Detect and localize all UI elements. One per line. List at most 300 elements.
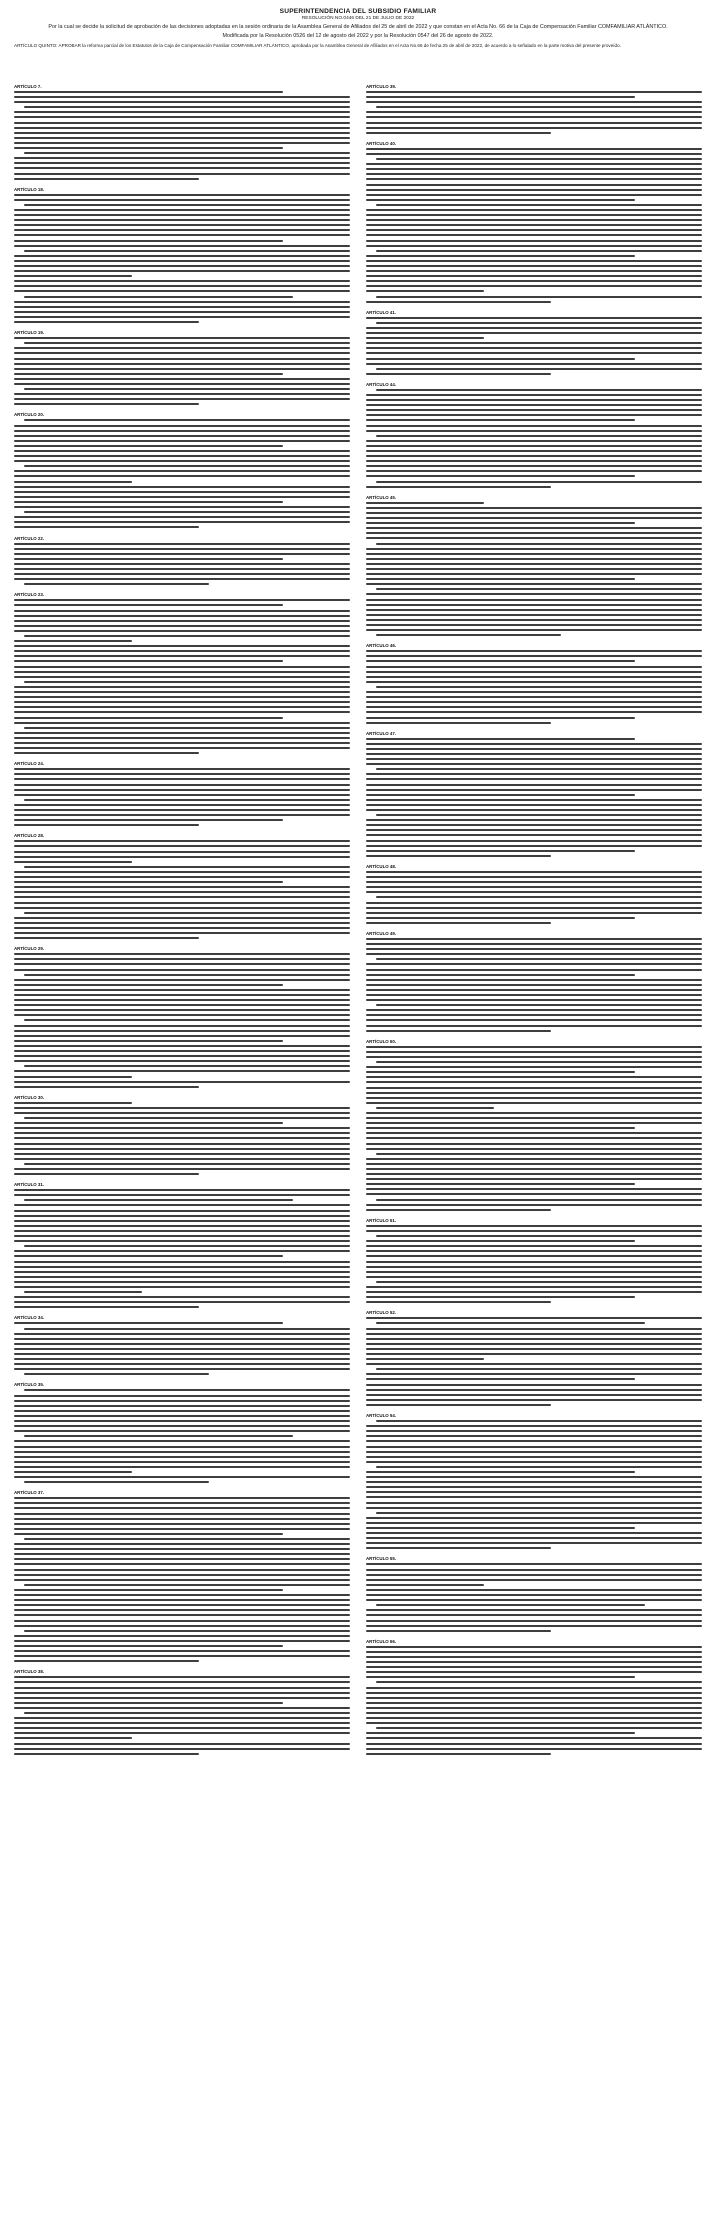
text-line xyxy=(14,173,350,175)
text-line xyxy=(14,440,350,442)
article-heading: ARTÍCULO 35. xyxy=(14,1382,45,1388)
text-line xyxy=(14,194,350,196)
text-line xyxy=(366,1127,635,1129)
text-line xyxy=(366,886,702,888)
text-line xyxy=(366,127,702,129)
text-line xyxy=(376,481,702,483)
text-line xyxy=(366,583,702,585)
text-line xyxy=(24,106,350,108)
text-line xyxy=(366,943,702,945)
text-line xyxy=(14,578,350,580)
spacer xyxy=(366,491,702,493)
text-line xyxy=(14,953,350,955)
text-line xyxy=(14,1640,350,1642)
text-line xyxy=(366,1732,635,1734)
text-line xyxy=(14,1271,350,1273)
text-line xyxy=(14,1415,350,1417)
text-line xyxy=(366,819,702,821)
article-heading: ARTÍCULO 49. xyxy=(366,930,397,936)
text-line xyxy=(366,717,635,719)
article-heading: ARTÍCULO 23. xyxy=(14,592,45,598)
spacer xyxy=(14,1311,350,1313)
text-line xyxy=(24,1389,350,1391)
text-line xyxy=(366,285,702,287)
text-line xyxy=(14,1368,350,1370)
text-line xyxy=(14,1107,350,1109)
text-line xyxy=(366,189,702,191)
text-line xyxy=(14,671,350,673)
text-line xyxy=(366,1168,702,1170)
text-line xyxy=(376,1107,494,1109)
spacer xyxy=(14,326,350,328)
text-line xyxy=(366,1240,635,1242)
text-line xyxy=(14,229,350,231)
text-line xyxy=(14,430,350,432)
text-line xyxy=(366,522,635,524)
text-line xyxy=(14,347,350,349)
text-line xyxy=(366,1671,702,1673)
text-line xyxy=(366,876,702,878)
text-line xyxy=(366,1245,702,1247)
text-line xyxy=(14,1220,350,1222)
text-line xyxy=(24,1630,350,1632)
text-line xyxy=(14,1210,350,1212)
text-line xyxy=(366,1112,702,1114)
text-line xyxy=(366,1517,702,1519)
text-line xyxy=(14,1609,350,1611)
text-line xyxy=(366,1547,551,1549)
left-column xyxy=(14,82,350,2212)
text-line xyxy=(14,1650,350,1652)
text-line xyxy=(366,922,551,924)
text-line xyxy=(24,799,350,801)
text-line xyxy=(366,1743,702,1745)
spacer xyxy=(366,860,702,862)
text-line xyxy=(366,1646,702,1648)
text-line xyxy=(14,481,132,483)
text-line xyxy=(14,486,350,488)
text-line xyxy=(14,1025,350,1027)
text-line xyxy=(366,1507,702,1509)
text-line xyxy=(366,1435,702,1437)
text-line xyxy=(14,425,350,427)
text-line xyxy=(366,229,702,231)
spacer xyxy=(366,1758,702,1760)
text-line xyxy=(14,157,350,159)
text-line xyxy=(366,317,702,319)
text-line xyxy=(366,912,702,914)
text-line xyxy=(366,1594,702,1596)
text-line xyxy=(14,814,350,816)
text-line xyxy=(14,650,350,652)
text-line xyxy=(14,1363,350,1365)
text-line xyxy=(24,866,350,868)
text-line xyxy=(376,389,702,391)
text-line xyxy=(14,1456,350,1458)
text-line xyxy=(366,1097,702,1099)
text-line xyxy=(14,851,350,853)
text-line xyxy=(14,660,283,662)
text-line xyxy=(14,917,350,919)
text-line xyxy=(376,1281,702,1283)
text-line xyxy=(14,435,350,437)
text-line xyxy=(14,737,350,739)
text-line xyxy=(366,1230,702,1232)
text-line xyxy=(366,537,702,539)
text-line xyxy=(14,470,350,472)
article-heading: ARTÍCULO 38. xyxy=(14,1669,45,1675)
spacer xyxy=(14,532,350,534)
text-line xyxy=(366,280,702,282)
text-line xyxy=(14,676,350,678)
text-line xyxy=(366,1353,702,1355)
spacer xyxy=(366,927,702,929)
text-line xyxy=(14,1569,350,1571)
text-line xyxy=(14,316,350,318)
text-line xyxy=(14,1400,350,1402)
spacer xyxy=(14,1665,350,1667)
text-line xyxy=(24,1712,350,1714)
article-heading: ARTÍCULO 46. xyxy=(366,643,397,649)
text-line xyxy=(14,794,350,796)
text-line xyxy=(14,1635,350,1637)
text-line xyxy=(14,1060,350,1062)
text-line xyxy=(14,768,350,770)
text-line xyxy=(14,686,350,688)
text-line xyxy=(366,845,702,847)
text-line xyxy=(366,455,702,457)
text-line xyxy=(366,91,702,93)
text-line xyxy=(14,162,350,164)
text-line xyxy=(366,1266,702,1268)
text-line xyxy=(366,404,702,406)
text-line xyxy=(366,440,702,442)
text-line xyxy=(366,711,702,713)
text-line xyxy=(366,275,702,277)
text-line xyxy=(24,342,350,344)
document-header xyxy=(14,8,702,39)
text-line xyxy=(14,1301,350,1303)
text-line xyxy=(14,368,350,370)
text-line xyxy=(376,1322,645,1324)
text-line xyxy=(376,543,702,545)
text-line xyxy=(376,588,702,590)
text-line xyxy=(14,127,350,129)
text-line xyxy=(24,511,350,513)
spacer xyxy=(14,588,350,590)
text-line xyxy=(376,296,702,298)
text-line xyxy=(24,1245,350,1247)
text-line xyxy=(366,1188,702,1190)
text-line xyxy=(14,1425,350,1427)
text-line xyxy=(366,1250,702,1252)
text-line xyxy=(366,1522,702,1524)
text-line xyxy=(366,1343,702,1345)
text-line xyxy=(366,1378,635,1380)
text-line xyxy=(14,1518,350,1520)
text-line xyxy=(24,1199,293,1201)
text-line xyxy=(14,501,283,503)
text-line xyxy=(24,727,350,729)
text-line xyxy=(14,640,132,642)
text-line xyxy=(14,876,350,878)
text-line xyxy=(14,111,350,113)
article-heading: ARTÍCULO 19. xyxy=(14,330,45,336)
text-line xyxy=(24,152,350,154)
text-line xyxy=(14,1122,283,1124)
text-line xyxy=(14,301,350,303)
text-line xyxy=(14,491,350,493)
text-line xyxy=(14,845,350,847)
text-line xyxy=(366,1440,702,1442)
text-line xyxy=(14,96,350,98)
text-line xyxy=(366,1563,702,1565)
text-line xyxy=(366,1143,702,1145)
text-line xyxy=(14,1702,283,1704)
text-line xyxy=(366,553,702,555)
text-line xyxy=(14,1692,350,1694)
text-line xyxy=(14,1132,350,1134)
resolution-number: RESOLUCIÓN NO.0446 DEL 21 DE JULIO DE 2022 xyxy=(301,16,415,21)
text-line xyxy=(14,1173,199,1175)
spacer xyxy=(14,1486,350,1488)
text-line xyxy=(366,660,635,662)
article-heading: ARTÍCULO 54. xyxy=(366,1413,397,1419)
text-line xyxy=(24,465,350,467)
text-line xyxy=(376,686,702,688)
text-line xyxy=(376,1004,702,1006)
spacer xyxy=(14,757,350,759)
text-line xyxy=(14,1204,350,1206)
article-heading: ARTÍCULO 18. xyxy=(14,186,45,192)
text-line xyxy=(366,173,702,175)
text-line xyxy=(14,1040,283,1042)
text-line xyxy=(366,1702,702,1704)
text-line xyxy=(14,1009,350,1011)
text-line xyxy=(14,224,350,226)
text-line xyxy=(14,1306,199,1308)
article-heading: ARTÍCULO 56. xyxy=(366,1638,397,1644)
text-line xyxy=(14,496,350,498)
text-line xyxy=(366,840,702,842)
text-line xyxy=(14,270,350,272)
spacer xyxy=(366,1409,702,1411)
text-line xyxy=(14,1507,350,1509)
text-line xyxy=(366,794,635,796)
article-heading: ARTÍCULO 34. xyxy=(14,1315,45,1321)
text-line xyxy=(14,147,283,149)
text-line xyxy=(14,1614,350,1616)
article-heading: ARTÍCULO 31. xyxy=(14,1182,45,1188)
text-line xyxy=(366,1394,702,1396)
text-line xyxy=(14,1230,350,1232)
text-line xyxy=(14,214,350,216)
text-line xyxy=(14,1358,350,1360)
text-line xyxy=(14,558,283,560)
text-line xyxy=(366,1148,702,1150)
text-line xyxy=(366,1471,635,1473)
text-line xyxy=(366,1599,702,1601)
text-line xyxy=(366,738,635,740)
text-line xyxy=(366,1102,702,1104)
text-line xyxy=(366,855,551,857)
text-line xyxy=(366,994,702,996)
text-line xyxy=(14,1240,350,1242)
text-line xyxy=(14,1645,283,1647)
text-line xyxy=(14,1589,283,1591)
text-line xyxy=(366,414,702,416)
text-line xyxy=(366,938,702,940)
text-line xyxy=(366,178,702,180)
text-line xyxy=(14,1660,199,1662)
text-line xyxy=(14,373,283,375)
text-line xyxy=(14,403,199,405)
text-line xyxy=(14,732,350,734)
text-line xyxy=(366,224,702,226)
text-line xyxy=(366,799,702,801)
spacer xyxy=(366,727,702,729)
text-line xyxy=(366,1358,484,1360)
text-line xyxy=(366,290,484,292)
text-line xyxy=(366,969,702,971)
text-line xyxy=(14,1194,350,1196)
text-line xyxy=(366,558,702,560)
text-line xyxy=(366,778,702,780)
text-line xyxy=(366,1451,702,1453)
text-line xyxy=(14,199,350,201)
text-line xyxy=(14,1055,350,1057)
text-line xyxy=(14,1446,350,1448)
text-line xyxy=(14,625,350,627)
text-line xyxy=(366,891,702,893)
text-line xyxy=(366,1614,702,1616)
text-line xyxy=(366,101,702,103)
text-line xyxy=(14,1620,350,1622)
text-line xyxy=(14,1687,350,1689)
text-line xyxy=(14,1225,350,1227)
text-line xyxy=(366,1620,702,1622)
text-line xyxy=(14,871,350,873)
text-line xyxy=(14,1727,350,1729)
article-heading: ARTÍCULO 51. xyxy=(366,1217,397,1223)
text-line xyxy=(24,1373,209,1375)
text-line xyxy=(376,1512,702,1514)
text-line xyxy=(366,773,702,775)
text-line xyxy=(14,1753,199,1755)
text-line xyxy=(14,922,350,924)
text-line xyxy=(14,1030,350,1032)
text-line xyxy=(14,1348,350,1350)
text-line xyxy=(14,260,350,262)
text-line xyxy=(14,1676,350,1678)
text-line xyxy=(366,347,702,349)
text-line xyxy=(366,1030,551,1032)
text-line xyxy=(376,204,702,206)
text-line xyxy=(366,548,702,550)
text-line xyxy=(14,1050,350,1052)
text-line xyxy=(366,1707,702,1709)
text-line xyxy=(366,1338,702,1340)
text-line xyxy=(24,1065,350,1067)
text-line xyxy=(366,1717,702,1719)
text-line xyxy=(14,1497,350,1499)
spacer xyxy=(14,183,350,185)
text-line xyxy=(366,132,551,134)
text-line xyxy=(366,1625,702,1627)
text-line xyxy=(376,768,702,770)
text-line xyxy=(14,1707,350,1709)
text-line xyxy=(366,789,702,791)
text-line xyxy=(366,609,702,611)
text-line xyxy=(14,363,350,365)
text-line xyxy=(366,214,702,216)
text-line xyxy=(366,1137,702,1139)
text-line xyxy=(366,301,551,303)
text-line xyxy=(366,1301,551,1303)
text-line xyxy=(366,116,702,118)
text-line xyxy=(14,1513,350,1515)
text-line xyxy=(366,1014,702,1016)
text-line xyxy=(366,1373,702,1375)
text-line xyxy=(366,1348,702,1350)
text-line xyxy=(14,1471,132,1473)
text-line xyxy=(376,1420,702,1422)
text-line xyxy=(14,1281,350,1283)
text-line xyxy=(366,1722,702,1724)
text-line xyxy=(366,1183,635,1185)
text-line xyxy=(24,1163,350,1165)
text-line xyxy=(14,840,350,842)
text-line xyxy=(366,1255,702,1257)
text-line xyxy=(14,1528,350,1530)
text-line xyxy=(24,1019,350,1021)
text-line xyxy=(14,280,350,282)
text-line xyxy=(366,614,702,616)
spacer xyxy=(14,1758,350,1760)
text-line xyxy=(366,1046,702,1048)
text-line xyxy=(14,1604,350,1606)
text-line xyxy=(366,850,635,852)
text-line xyxy=(366,163,702,165)
text-line xyxy=(366,706,702,708)
text-line xyxy=(14,1430,350,1432)
text-line xyxy=(366,1502,702,1504)
text-line xyxy=(366,696,702,698)
spacer xyxy=(14,408,350,410)
text-line xyxy=(366,743,702,745)
text-line xyxy=(14,167,350,169)
text-line xyxy=(14,1153,350,1155)
text-line xyxy=(366,1461,702,1463)
text-line xyxy=(366,527,702,529)
text-line xyxy=(14,989,350,991)
text-line xyxy=(14,994,350,996)
text-line xyxy=(376,1681,702,1683)
text-line xyxy=(366,358,635,360)
article-heading: ARTÍCULO 22. xyxy=(14,535,45,541)
text-line xyxy=(366,1748,702,1750)
text-line xyxy=(14,568,350,570)
text-line xyxy=(366,1753,551,1755)
text-line xyxy=(14,460,350,462)
article-heading: ARTÍCULO 20. xyxy=(14,412,45,418)
text-line xyxy=(366,573,702,575)
text-line xyxy=(366,1589,702,1591)
text-line xyxy=(366,1384,702,1386)
text-line xyxy=(366,1296,635,1298)
text-line xyxy=(376,1199,702,1201)
text-line xyxy=(14,378,350,380)
